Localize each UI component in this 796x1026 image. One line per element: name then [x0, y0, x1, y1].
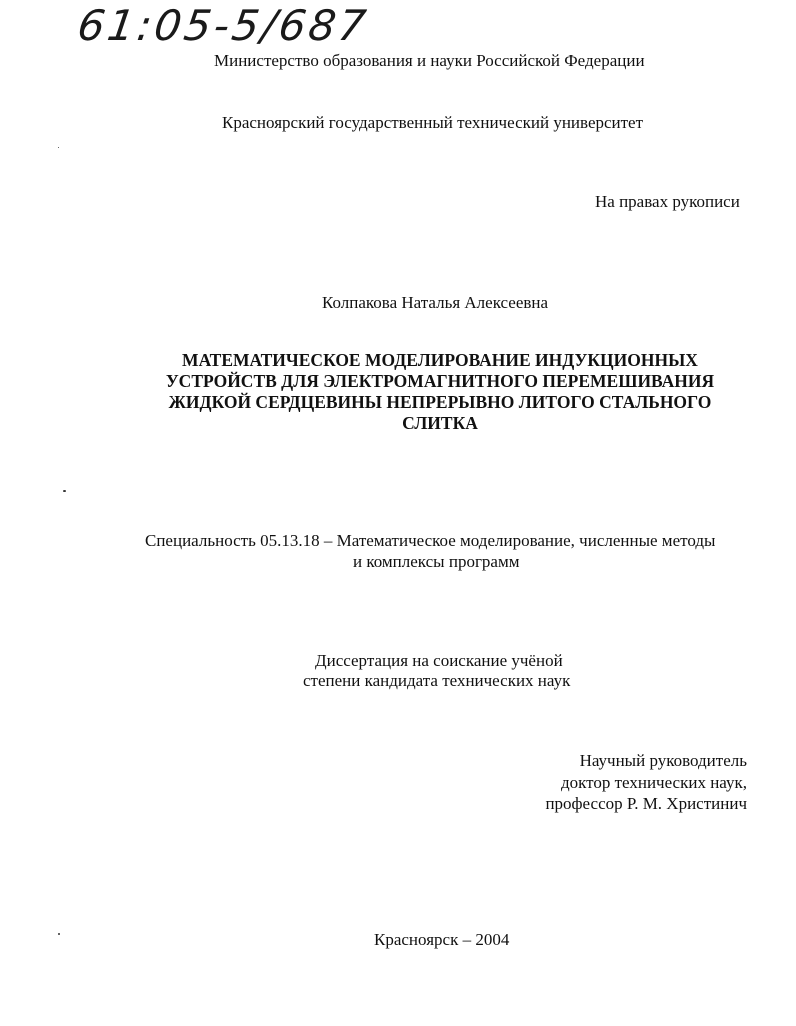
- dissertation-type-line: степени кандидата технических наук: [303, 671, 571, 690]
- manuscript-rights-note: На правах рукописи: [595, 192, 740, 211]
- author-name: Колпакова Наталья Алексеевна: [322, 293, 549, 312]
- title-line: ЖИДКОЙ СЕРДЦЕВИНЫ НЕПРЕРЫВНО ЛИТОГО СТАЛЬНОГО: [168, 392, 712, 412]
- dissertation-title: [120, 350, 760, 434]
- specialty-line: Специальность 05.13.18 – Математическое моделирование, численные методы: [145, 531, 716, 550]
- university-name: Красноярский государственный технический университет: [222, 113, 644, 132]
- supervisor-line: профессор Р. М. Христинич: [545, 794, 747, 813]
- dissertation-type-line: Диссертация на соискание учёной: [315, 651, 563, 670]
- supervisor-line: доктор технических наук,: [560, 772, 747, 792]
- title-line: СЛИТКА: [402, 413, 478, 433]
- scan-speck: [58, 147, 59, 148]
- specialty-line: и комплексы программ: [353, 552, 520, 571]
- handwritten-catalog-code: 61:05-5/687: [74, 1, 372, 50]
- title-line: УСТРОЙСТВ ДЛЯ ЭЛЕКТРОМАГНИТНОГО ПЕРЕМЕШИВАНИЯ: [165, 371, 715, 391]
- city-year: Красноярск – 2004: [374, 930, 510, 949]
- ministry-name: Министерство образования и науки Российской Федерации: [214, 51, 645, 70]
- scan-speck: [63, 490, 66, 492]
- supervisor-line: Научный руководитель: [579, 751, 747, 770]
- scan-speck: [58, 933, 60, 935]
- supervisor-block: [545, 750, 747, 815]
- title-line: МАТЕМАТИЧЕСКОЕ МОДЕЛИРОВАНИЕ ИНДУКЦИОННЫХ: [182, 350, 698, 370]
